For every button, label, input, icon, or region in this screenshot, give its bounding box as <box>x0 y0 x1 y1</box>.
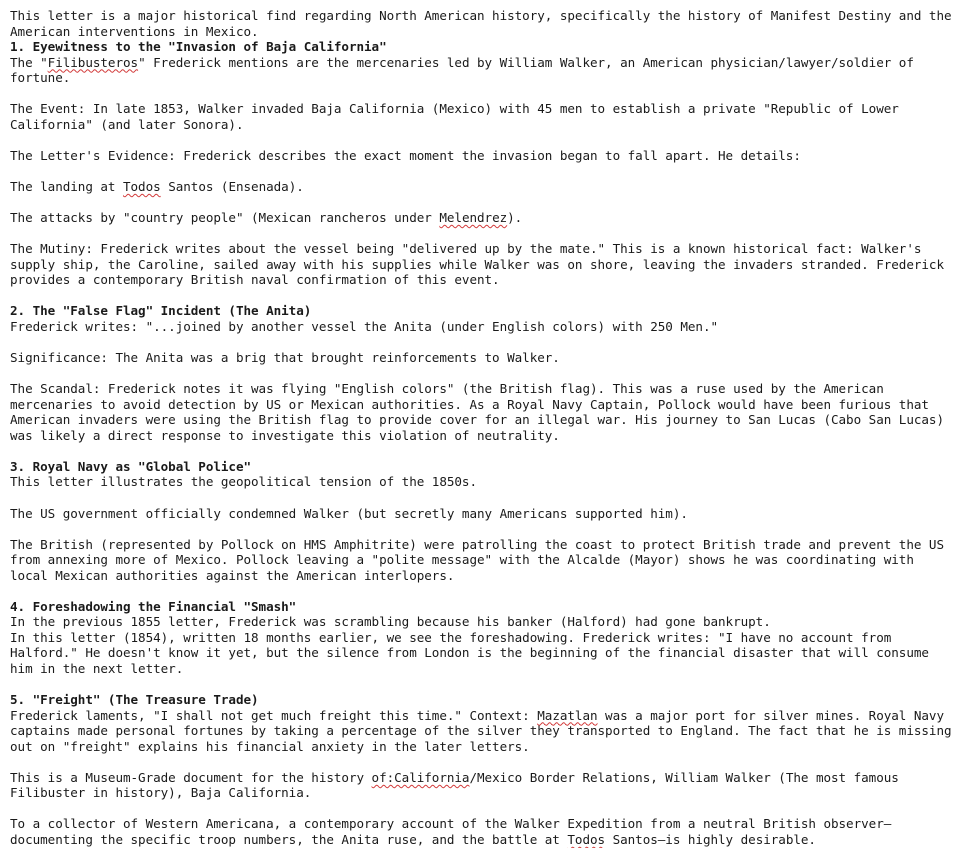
text-run: Santos—is highly desirable. <box>605 831 816 847</box>
section-1-heading: 1. Eyewitness to the "Invasion of Baja California" <box>10 39 387 55</box>
section-1-paragraph-filibusteros <box>10 55 952 86</box>
section-2-heading: 2. The "False Flag" Incident (The Anita) <box>10 303 312 319</box>
blank-line <box>10 677 952 693</box>
section-3-paragraph-tension: This letter illustrates the geopolitical tension of the 1850s. <box>10 474 477 490</box>
blank-line <box>10 86 952 102</box>
section-2-paragraph-significance: Significance: The Anita was a brig that brought reinforcements to Walker. <box>10 350 560 366</box>
text-run: The landing at <box>10 179 123 195</box>
text-run: The " <box>10 54 48 70</box>
text-run: The attacks by "country people" (Mexican rancheros under <box>10 210 440 226</box>
blank-line <box>10 754 952 770</box>
blank-line <box>10 226 952 242</box>
spellcheck-word[interactable]: Todos <box>567 831 606 847</box>
spellcheck-word[interactable]: of:California <box>371 769 470 785</box>
blank-line <box>10 195 952 211</box>
intro-paragraph: This letter is a major historical find regarding North American history, specifically the history of Manifest Destiny and the American interventions in Mexico. <box>10 8 952 39</box>
text-run: was a major port for silver mines. Royal Navy captains made personal fortunes by taking a percentage of the silver they transported to England. The fact that he is missing out on "freight" explains his financial anxiety in the later letters. <box>10 707 952 754</box>
blank-line <box>10 132 952 148</box>
blank-line <box>10 288 952 304</box>
section-2-paragraph-quote: Frederick writes: "...joined by another vessel the Anita (under English colors) with 250 Men." <box>10 318 719 334</box>
text-run: " Frederick mentions are the mercenaries led by William Walker, an American physician/lawyer/soldier of fortune. <box>10 54 914 86</box>
section-4-paragraph-previous: In the previous 1855 letter, Frederick was scrambling because his banker (Halford) had gone bankrupt. <box>10 614 771 630</box>
text-run: This is a Museum-Grade document for the history <box>10 769 372 785</box>
text-run: Santos (Ensenada). <box>160 179 304 195</box>
section-1-paragraph-attacks <box>10 210 952 226</box>
section-3-paragraph-british: The British (represented by Pollock on HMS Amphitrite) were patrolling the coast to protect British trade and prevent the US from annexing more of Mexico. Pollock leaving a "polite message" with the Alcalde (Mayor) shows he was coordinating with local Mexican authorities against the American interlopers. <box>10 536 944 583</box>
section-1-paragraph-landing <box>10 179 952 195</box>
text-run: Frederick laments, "I shall not get much freight this time." Context: <box>10 707 538 723</box>
section-4-heading: 4. Foreshadowing the Financial "Smash" <box>10 598 297 614</box>
closing-paragraph-collector <box>10 816 952 847</box>
text-run: /Mexico Border Relations, William Walker (The most famous Filibuster in history), Baja California. <box>10 769 899 801</box>
section-3-paragraph-us-government: The US government officially condemned Walker (but secretly many Americans supported him). <box>10 505 688 521</box>
text-run: ). <box>507 210 523 226</box>
spellcheck-word[interactable]: Todos <box>122 179 161 195</box>
blank-line <box>10 490 952 506</box>
section-3-heading: 3. Royal Navy as "Global Police" <box>10 458 252 474</box>
section-1-paragraph-event: The Event: In late 1853, Walker invaded Baja California (Mexico) with 45 men to establish a private "Republic of Lower California" (and later Sonora). <box>10 101 899 132</box>
closing-paragraph-museum-grade <box>10 770 952 801</box>
section-5-paragraph-freight <box>10 708 952 755</box>
letter-analysis-text <box>10 8 952 848</box>
blank-line <box>10 801 952 817</box>
blank-line <box>10 366 952 382</box>
spellcheck-word[interactable]: Mazatlan <box>537 707 598 723</box>
section-1-paragraph-evidence: The Letter's Evidence: Frederick describes the exact moment the invasion began to fall apart. He details: <box>10 147 801 163</box>
blank-line <box>10 521 952 537</box>
section-5-heading: 5. "Freight" (The Treasure Trade) <box>10 692 259 708</box>
section-4-paragraph-foreshadowing: In this letter (1854), written 18 months earlier, we see the foreshadowing. Frederick writes: "I have no account from Halford." He doesn't know it yet, but the silence from London is the beginning of the financial disaster that will consume him in the next letter. <box>10 629 929 676</box>
section-1-paragraph-mutiny: The Mutiny: Frederick writes about the vessel being "delivered up by the mate." This is a known historical fact: Walker's supply ship, the Caroline, sailed away with his supplies while Walker was on shore, leaving the invaders stranded. Frederick provides a contemporary British naval confirmation of this event. <box>10 241 944 288</box>
blank-line <box>10 443 952 459</box>
blank-line <box>10 163 952 179</box>
spellcheck-word[interactable]: Filibusteros <box>47 54 139 70</box>
blank-line <box>10 583 952 599</box>
blank-line <box>10 334 952 350</box>
spellcheck-word[interactable]: Melendrez <box>439 210 508 226</box>
section-2-paragraph-scandal: The Scandal: Frederick notes it was flying "English colors" (the British flag). This was a ruse used by the American mercenaries to avoid detection by US or Mexican authorities. As a Royal Navy Captain, Pollock would have been furious that American invaders were using the British flag to provide cover for an illegal war. His journey to San Lucas (Cabo San Lucas) was likely a direct response to investigate this violation of neutrality. <box>10 381 944 443</box>
text-run: To a collector of Western Americana, a contemporary account of the Walker Expedition from a neutral British observer—documenting the specific troop numbers, the Anita ruse, and the battle at <box>10 816 892 847</box>
